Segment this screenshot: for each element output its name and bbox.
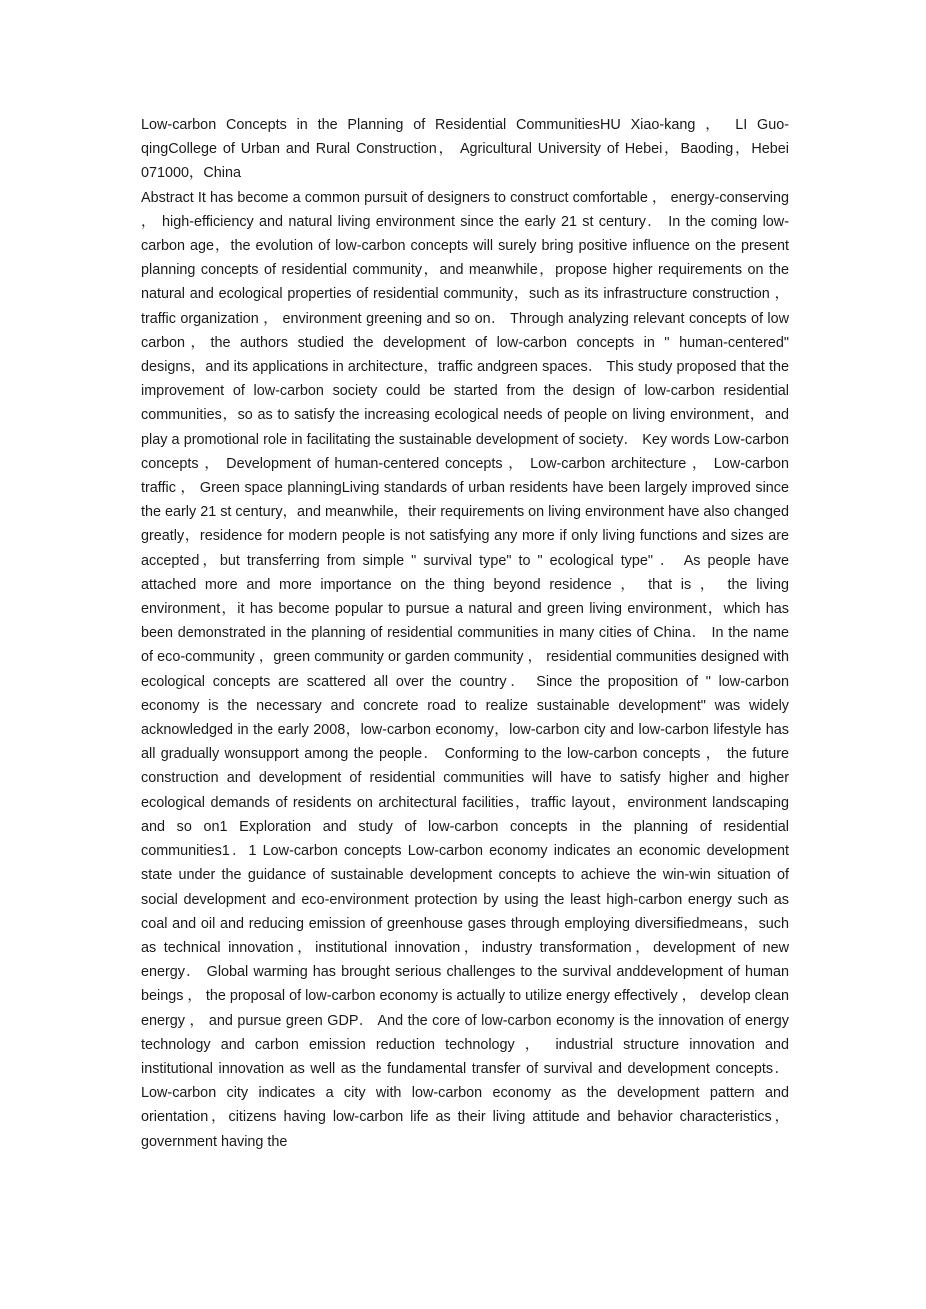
paper-header: Low-carbon Concepts in the Planning of Residential CommunitiesHU Xiao-kang ， LI Guo-qingCollege of Urban and Rural Construction， Agricultural University of Hebei，Baoding，Hebei 071000，China [141, 117, 789, 182]
paper-body: Abstract It has become a common pursuit of designers to construct comfortable ， energy-conserving ， high-efficiency and natural living environment since the early 21 st century． In the coming low-carbon age，the evolution of low-carbon concepts will surely bring positive influence on the present planning concepts of residential community，and meanwhile，propose higher requirements on the natural and ecological properties of residential community，such as its infrastructure construction ， traffic organization ， environment greening and so on． Through analyzing relevant concepts of low carbon，the authors studied the development of low-carbon concepts in " human-centered" designs，and its applications in architecture，traffic andgreen spaces． This study proposed that the improvement of low-carbon society could be started from the design of low-carbon residential communities，so as to satisfy the increasing ecological needs of people on living environment，and play a promotional role in facilitating the sustainable development of society． Key words Low-carbon concepts ， Development of human-centered concepts ， Low-carbon architecture ， Low-carbon traffic ， Green space planningLiving standards of urban residents have been largely improved since the early 21 st century，and meanwhile，their requirements on living environment have also changed greatly，residence for modern people is not satisfying any more if only living functions and sizes are accepted，but transferring from simple " survival type" to " ecological type" ． As people have attached more and more importance on the thing beyond residence ， that is ， the living environment，it has become popular to pursue a natural and green living environment，which has been demonstrated in the planning of residential communities in many cities of China． In the name of eco-community ，green community or garden community ， residential communities designed with ecological concepts are scattered all over the country． Since the proposition of " low-carbon economy is the necessary and concrete road to realize sustainable development" was widely acknowledged in the early 2008，low-carbon economy，low-carbon city and low-carbon lifestyle has all gradually wonsupport among the people． Conforming to the low-carbon concepts ， the future construction and development of residential communities will have to satisfy higher and higher ecological demands of residents on architectural facilities，traffic layout，environment landscaping and so on1 Exploration and study of low-carbon concepts in the planning of residential communities1．1 Low-carbon concepts Low-carbon economy indicates an economic development state under the guidance of sustainable development concepts to achieve the win-win situation of social development and eco-environment protection by using the least high-carbon energy such as coal and oil and reducing emission of greenhouse gases through employing diversifiedmeans，such as technical innovation，institutional innovation，industry transformation，development of new energy． Global warming has brought serious challenges to the survival anddevelopment of human beings ， the proposal of low-carbon economy is actually to utilize energy effectively ， develop clean energy ， and pursue green GDP． And the core of low-carbon economy is the innovation of energy technology and carbon emission reduction technology ， industrial structure innovation and institutional innovation as well as the fundamental transfer of survival and development concepts． Low-carbon city indicates a city with low-carbon economy as the development pattern and orientation，citizens having low-carbon life as their living attitude and behavior characteristics，government having the [141, 189, 789, 1150]
document-text [141, 113, 789, 1154]
